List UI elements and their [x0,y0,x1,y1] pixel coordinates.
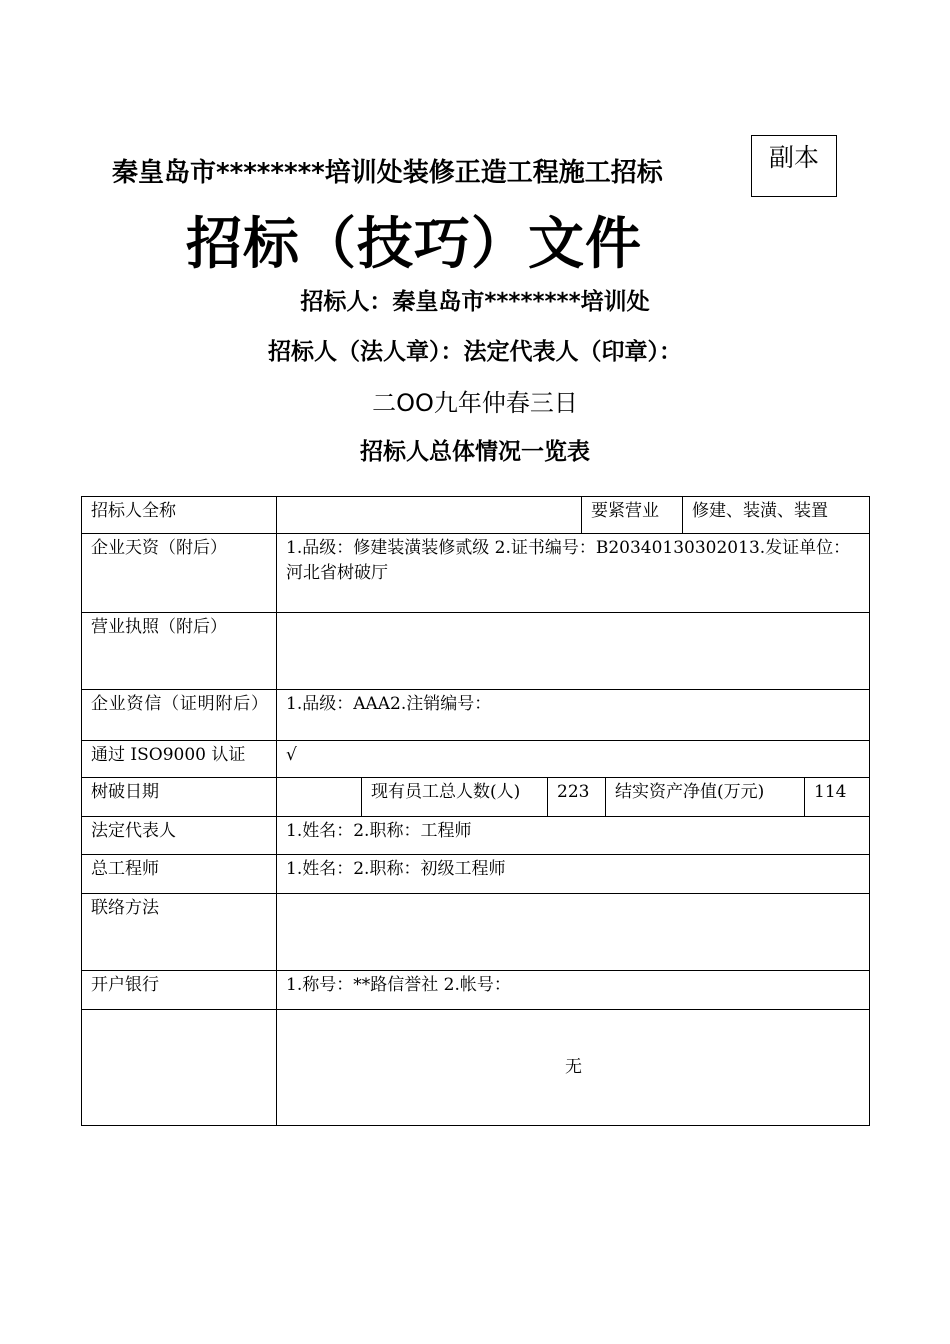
table-row [82,741,870,778]
table-row [82,534,870,613]
cell-value: √ [277,741,870,778]
cell-value: 修建、装潢、装置 [683,497,870,534]
table-row [82,894,870,971]
tenderer-line: 招标人：秦皇岛市********培训处 [300,289,650,315]
cell-label: 通过 ISO9000 认证 [82,741,277,778]
cell-label: 联络方法 [82,894,277,971]
cell-value: 223 [548,778,606,817]
tenderer-info-table [81,496,870,1126]
cell-value: 114 [805,778,870,817]
date-line: 二OO九年仲春三日 [372,389,578,417]
cell-value: 1.姓名：2.职称：工程师 [277,817,870,855]
signature-line: 招标人（法人章）：法定代表人（印章）： [268,339,682,365]
document-title: 招标（技巧）文件 [186,212,642,277]
cell-value: 无 [277,1010,870,1126]
cell-value [277,497,582,534]
table-row [82,778,870,817]
table-row [82,613,870,690]
cell-label: 企业资信（证明附后） [82,690,277,741]
cell-value: 1.称号：**路信誉社 2.帐号： [277,971,870,1010]
table-row [82,855,870,894]
cell-value: 1.姓名：2.职称：初级工程师 [277,855,870,894]
cell-label: 总工程师 [82,855,277,894]
cell-label: 要紧营业 [582,497,683,534]
cell-label: 招标人全称 [82,497,277,534]
table-row [82,1010,870,1126]
cell-label [82,1010,277,1126]
copy-stamp: 副本 [751,135,837,197]
table-row [82,497,870,534]
cell-label: 企业天资（附后） [82,534,277,613]
table-row [82,971,870,1010]
cell-value [277,613,870,690]
cell-label: 开户银行 [82,971,277,1010]
table-title: 招标人总体情况一览表 [360,439,590,465]
cell-value: 1.品级：AAA2.注销编号： [277,690,870,741]
cell-value: 1.品级：修建装潢装修贰级 2.证书编号：B20340130302013.发证单位：河北省树破厅 [277,534,870,613]
cell-label: 树破日期 [82,778,277,817]
cell-value [277,894,870,971]
cell-label: 结实资产净值(万元) [606,778,805,817]
document-subtitle: 秦皇岛市********培训处装修正造工程施工招标 [112,158,663,188]
cell-value [277,778,362,817]
cell-label: 法定代表人 [82,817,277,855]
cell-label: 营业执照（附后） [82,613,277,690]
table-row [82,817,870,855]
table-row [82,690,870,741]
cell-label: 现有员工总人数(人) [362,778,548,817]
